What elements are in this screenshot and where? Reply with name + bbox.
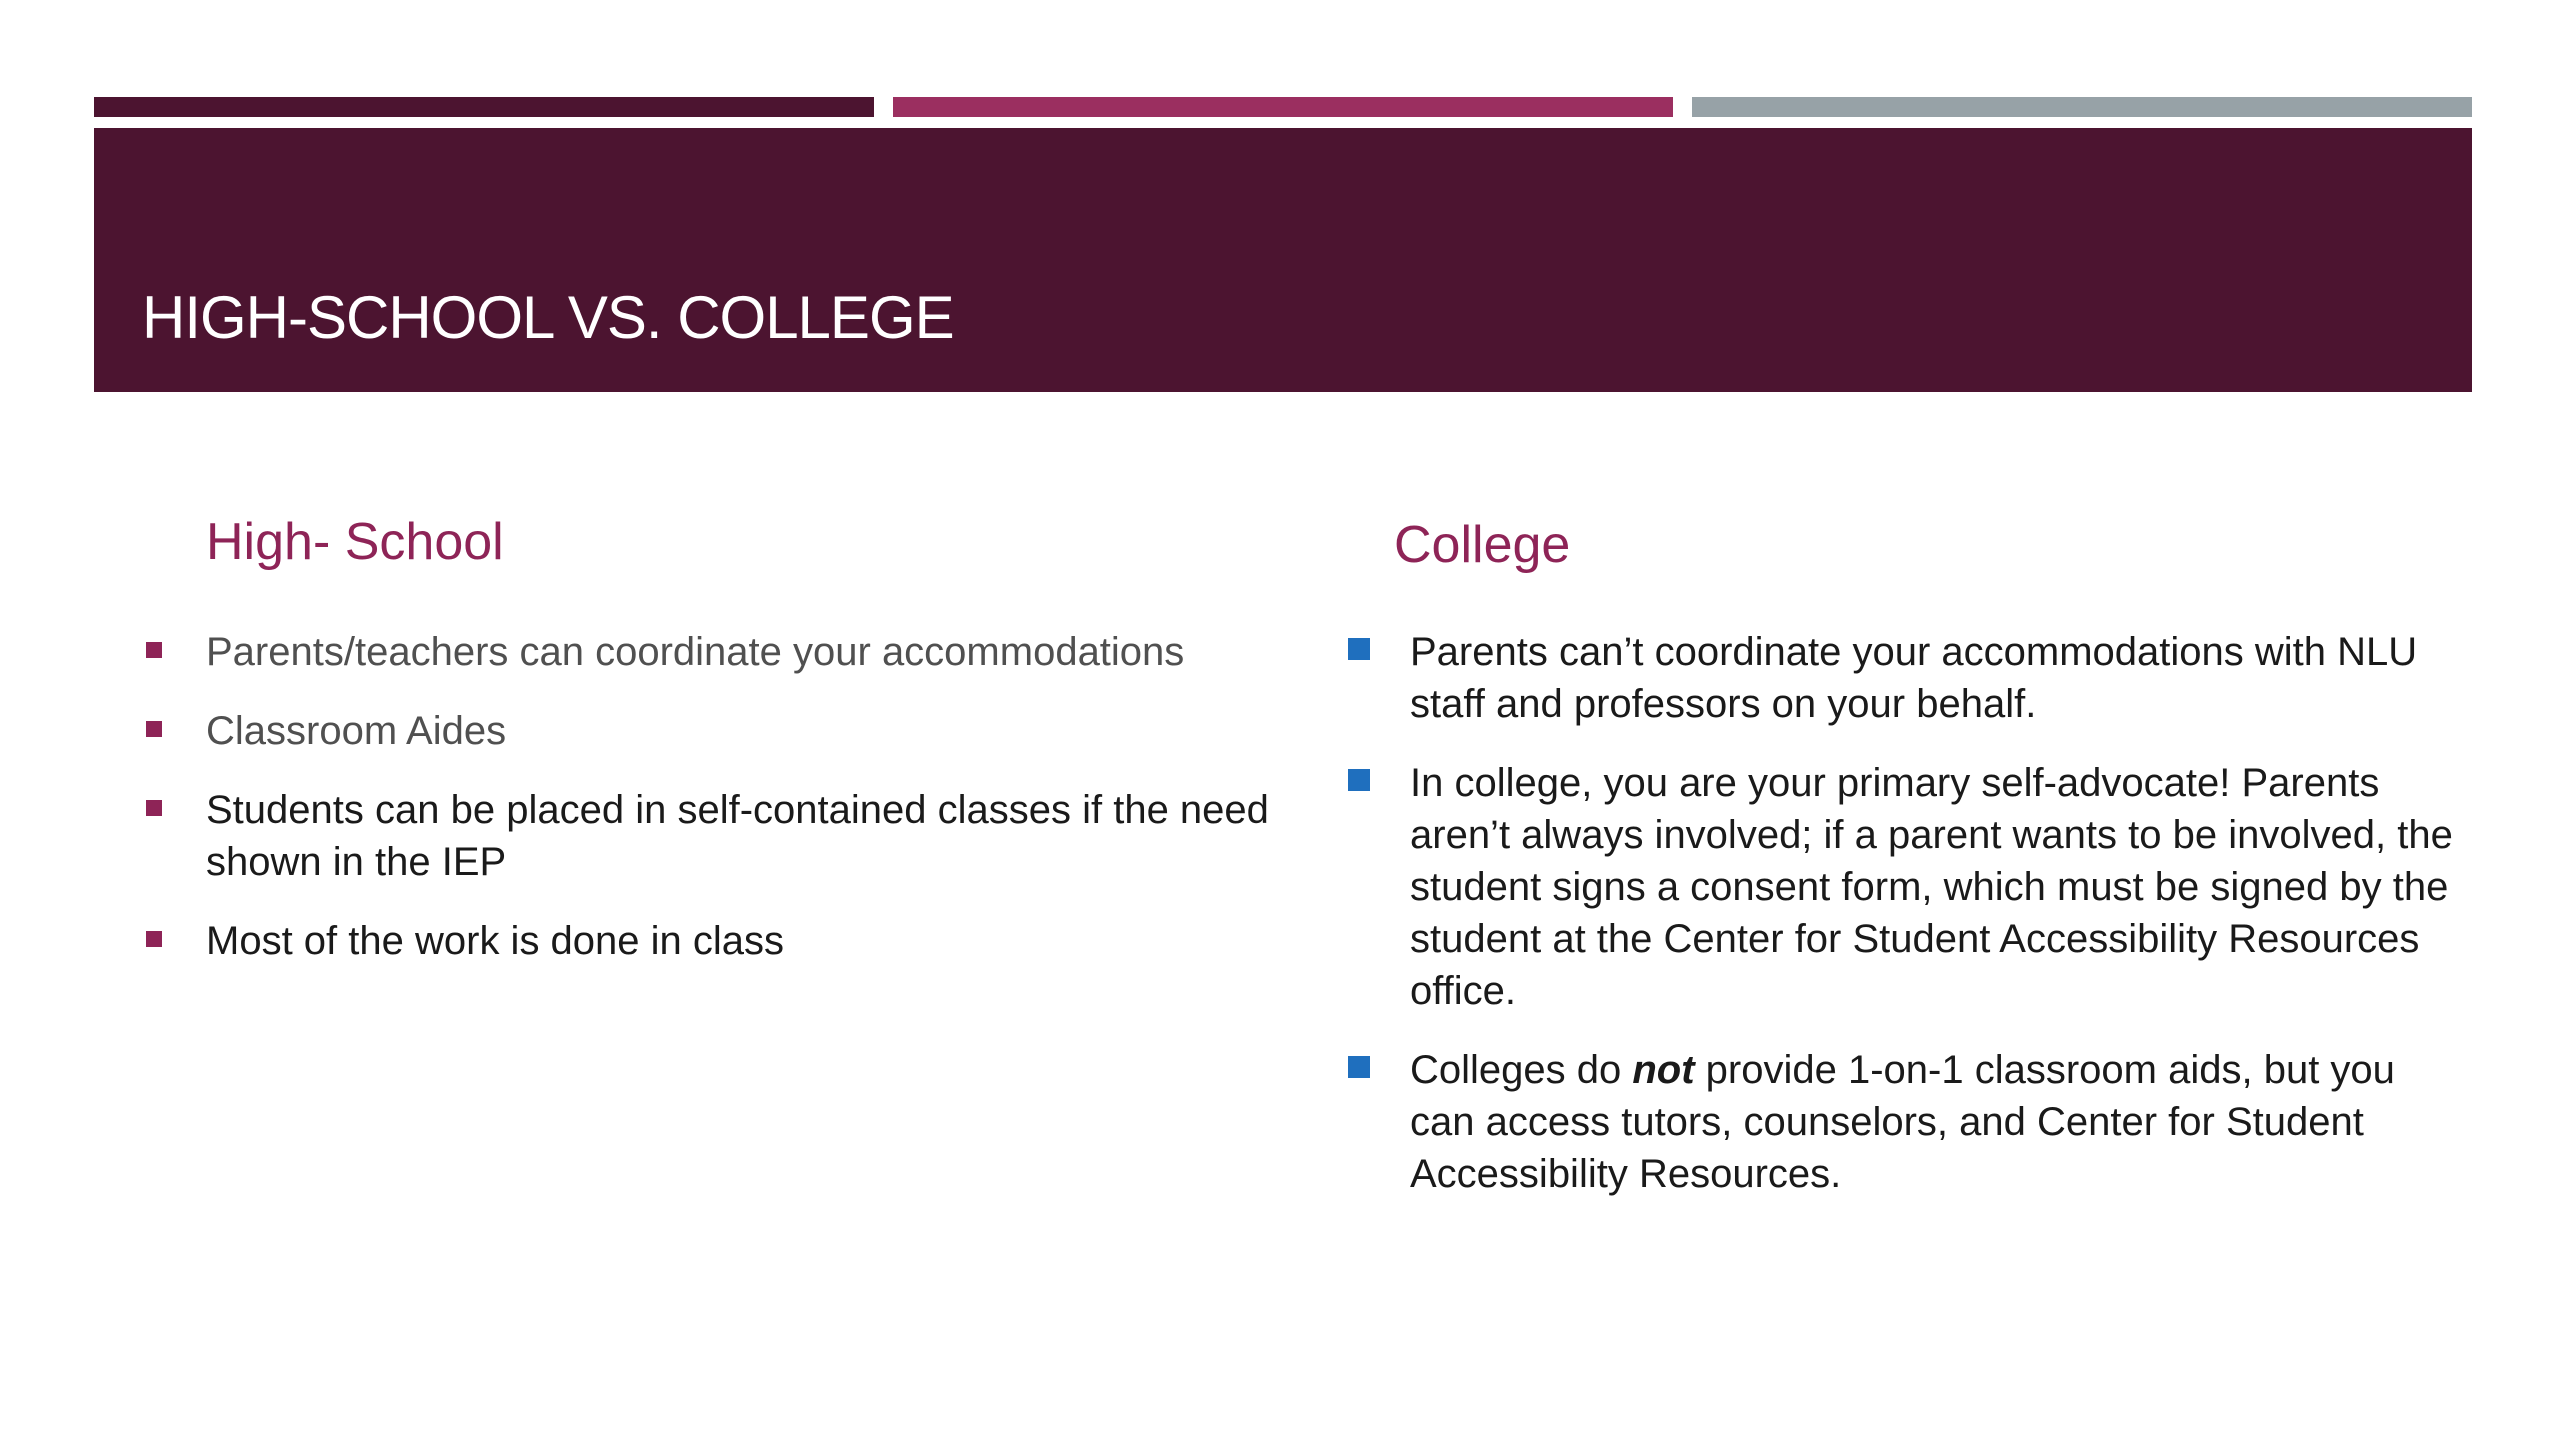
list-item bbox=[146, 784, 1286, 888]
college-heading: College bbox=[1394, 516, 1571, 574]
emphasis-text: not bbox=[1632, 1048, 1695, 1092]
square-bullet-icon bbox=[1348, 1056, 1370, 1078]
square-bullet-icon bbox=[146, 642, 162, 658]
title-banner bbox=[94, 128, 2472, 392]
accent-strip-magenta bbox=[893, 97, 1673, 117]
list-item-text: Parents/teachers can coordinate your accommodations bbox=[206, 630, 1185, 674]
list-item-text: In college, you are your primary self-advocate! Parents aren’t always involved; if a parent wants to be involved, the student signs a consent form, which must be signed by the student at the Center for Student Accessibility Resources office. bbox=[1410, 761, 2453, 1013]
high-school-list bbox=[146, 626, 1286, 994]
square-bullet-icon bbox=[146, 800, 162, 816]
list-item-text: Classroom Aides bbox=[206, 709, 507, 753]
square-bullet-icon bbox=[1348, 769, 1370, 791]
square-bullet-icon bbox=[146, 721, 162, 737]
list-item bbox=[146, 626, 1286, 678]
list-item bbox=[1350, 1044, 2460, 1200]
high-school-heading: High- School bbox=[206, 513, 504, 571]
square-bullet-icon bbox=[146, 931, 162, 947]
text-run: provide 1-on-1 classroom aids, but you can access tutors, counselors, and Center for Student Accessibility Resources. bbox=[1410, 1048, 2395, 1196]
accent-strip-gray bbox=[1692, 97, 2472, 117]
text-run: Colleges do bbox=[1410, 1048, 1633, 1092]
list-item bbox=[1350, 757, 2460, 1017]
list-item-text: Parents can’t coordinate your accommodations with NLU staff and professors on your behalf. bbox=[1410, 630, 2418, 726]
list-item-text bbox=[1410, 1048, 2395, 1196]
accent-strip-dark bbox=[94, 97, 874, 117]
list-item bbox=[146, 705, 1286, 757]
list-item bbox=[146, 915, 1286, 967]
list-item-text: Most of the work is done in class bbox=[206, 919, 785, 963]
square-bullet-icon bbox=[1348, 638, 1370, 660]
college-list bbox=[1350, 626, 2460, 1227]
slide-title: HIGH-SCHOOL VS. COLLEGE bbox=[142, 284, 954, 351]
list-item-text: Students can be placed in self-contained classes if the need shown in the IEP bbox=[206, 788, 1269, 884]
list-item bbox=[1350, 626, 2460, 730]
